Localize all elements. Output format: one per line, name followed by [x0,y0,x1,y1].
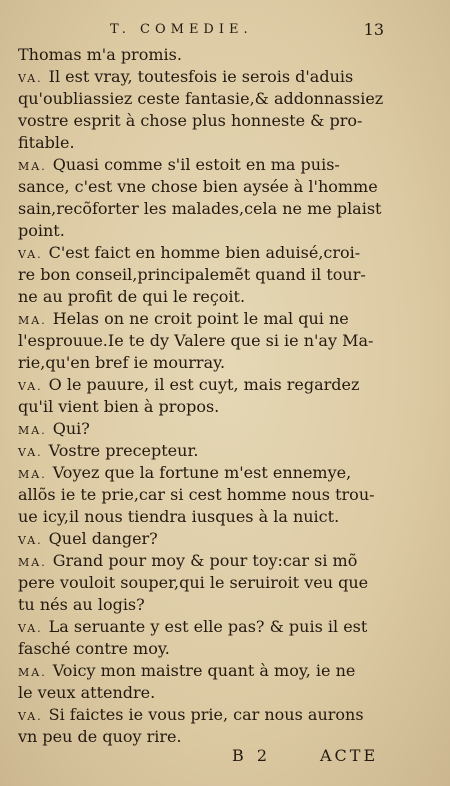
speaker-label: VA. [18,72,43,85]
speaker-label: VA. [18,248,43,261]
page-footer [0,744,450,770]
text-line [18,638,398,660]
text-line [18,396,398,418]
line-text: point. [18,221,65,240]
line-text: vostre esprit à chose plus honneste & pro- [18,111,363,130]
line-text: Quasi comme s'il estoit en ma puis- [52,155,340,174]
line-text: allõs ie te prie,car si cest homme nous trou- [18,485,375,504]
text-line [18,418,398,440]
text-line [18,88,398,110]
line-text: qu'il vient bien à propos. [18,397,220,416]
speaker-label: MA. [18,556,47,569]
line-text: ue icy,il nous tiendra iusques à la nuict. [18,507,340,526]
speaker-label: MA. [18,314,47,327]
text-line [18,572,398,594]
speaker-label: VA. [18,622,43,635]
text-line [18,528,398,550]
speaker-label: MA. [18,666,47,679]
line-text: Si faictes ie vous prie, car nous aurons [48,705,364,724]
text-line [18,44,398,66]
line-text: sance, c'est vne chose bien aysée à l'homme [18,177,378,196]
text-line [18,220,398,242]
text-line [18,616,398,638]
text-line [18,198,398,220]
text-line [18,440,398,462]
line-text: vn peu de quoy rire. [18,727,182,746]
text-line [18,594,398,616]
line-text: rie,qu'en bref ie mourray. [18,353,226,372]
line-text: Voyez que la fortune m'est ennemye, [52,463,352,482]
line-text: tu nés au logis? [18,595,145,614]
text-line [18,176,398,198]
text-line [18,682,398,704]
speaker-label: MA. [18,424,47,437]
speaker-label: VA. [18,380,43,393]
text-line [18,550,398,572]
page-number: 13 [363,20,384,39]
line-text: ne au profit de qui le reçoit. [18,287,246,306]
line-text: qu'oubliassiez ceste fantasie,& addonnassiez [18,89,384,108]
line-text: fitable. [18,133,75,152]
running-title: T. COMEDIE. [110,22,253,37]
page-header [0,18,450,44]
speaker-label: VA. [18,446,43,459]
line-text: O le pauure, il est cuyt, mais regardez [48,375,360,394]
text-line [18,242,398,264]
line-text: Vostre precepteur. [48,441,199,460]
signature-mark: B 2 [232,746,272,765]
speaker-label: VA. [18,534,43,547]
line-text: sain,recõforter les malades,cela ne me plaist [18,199,382,218]
text-line [18,330,398,352]
line-text: pere vouloit souper,qui le seruiroit veu que [18,573,369,592]
text-line [18,484,398,506]
line-text: le veux attendre. [18,683,156,702]
speaker-label: MA. [18,468,47,481]
line-text: Quel danger? [48,529,158,548]
line-text: re bon conseil,principalemẽt quand il tour- [18,265,366,284]
line-text: Helas on ne croit point le mal qui ne [52,309,349,328]
line-text: Voicy mon maistre quant à moy, ie ne [52,661,356,680]
text-line [18,352,398,374]
text-line [18,66,398,88]
speaker-label: MA. [18,160,47,173]
text-line [18,660,398,682]
line-text: C'est faict en homme bien aduisé,croi- [48,243,361,262]
text-line [18,264,398,286]
line-text: l'esprouue.Ie te dy Valere que si ie n'ay Ma- [18,331,374,350]
line-text: fasché contre moy. [18,639,170,658]
text-line [18,374,398,396]
text-line [18,704,398,726]
text-line [18,506,398,528]
text-line [18,110,398,132]
speaker-label: VA. [18,710,43,723]
line-text: Il est vray, toutesfois ie serois d'aduis [48,67,354,86]
text-line [18,132,398,154]
line-text: Grand pour moy & pour toy:car si mõ [52,551,358,570]
line-text: Qui? [52,419,90,438]
text-line [18,154,398,176]
dialogue-text [18,44,398,748]
text-line [18,462,398,484]
line-text: La seruante y est elle pas? & puis il est [48,617,368,636]
line-text: Thomas m'a promis. [18,45,182,64]
text-line [18,308,398,330]
text-line [18,286,398,308]
catchword: ACTE [320,746,379,765]
